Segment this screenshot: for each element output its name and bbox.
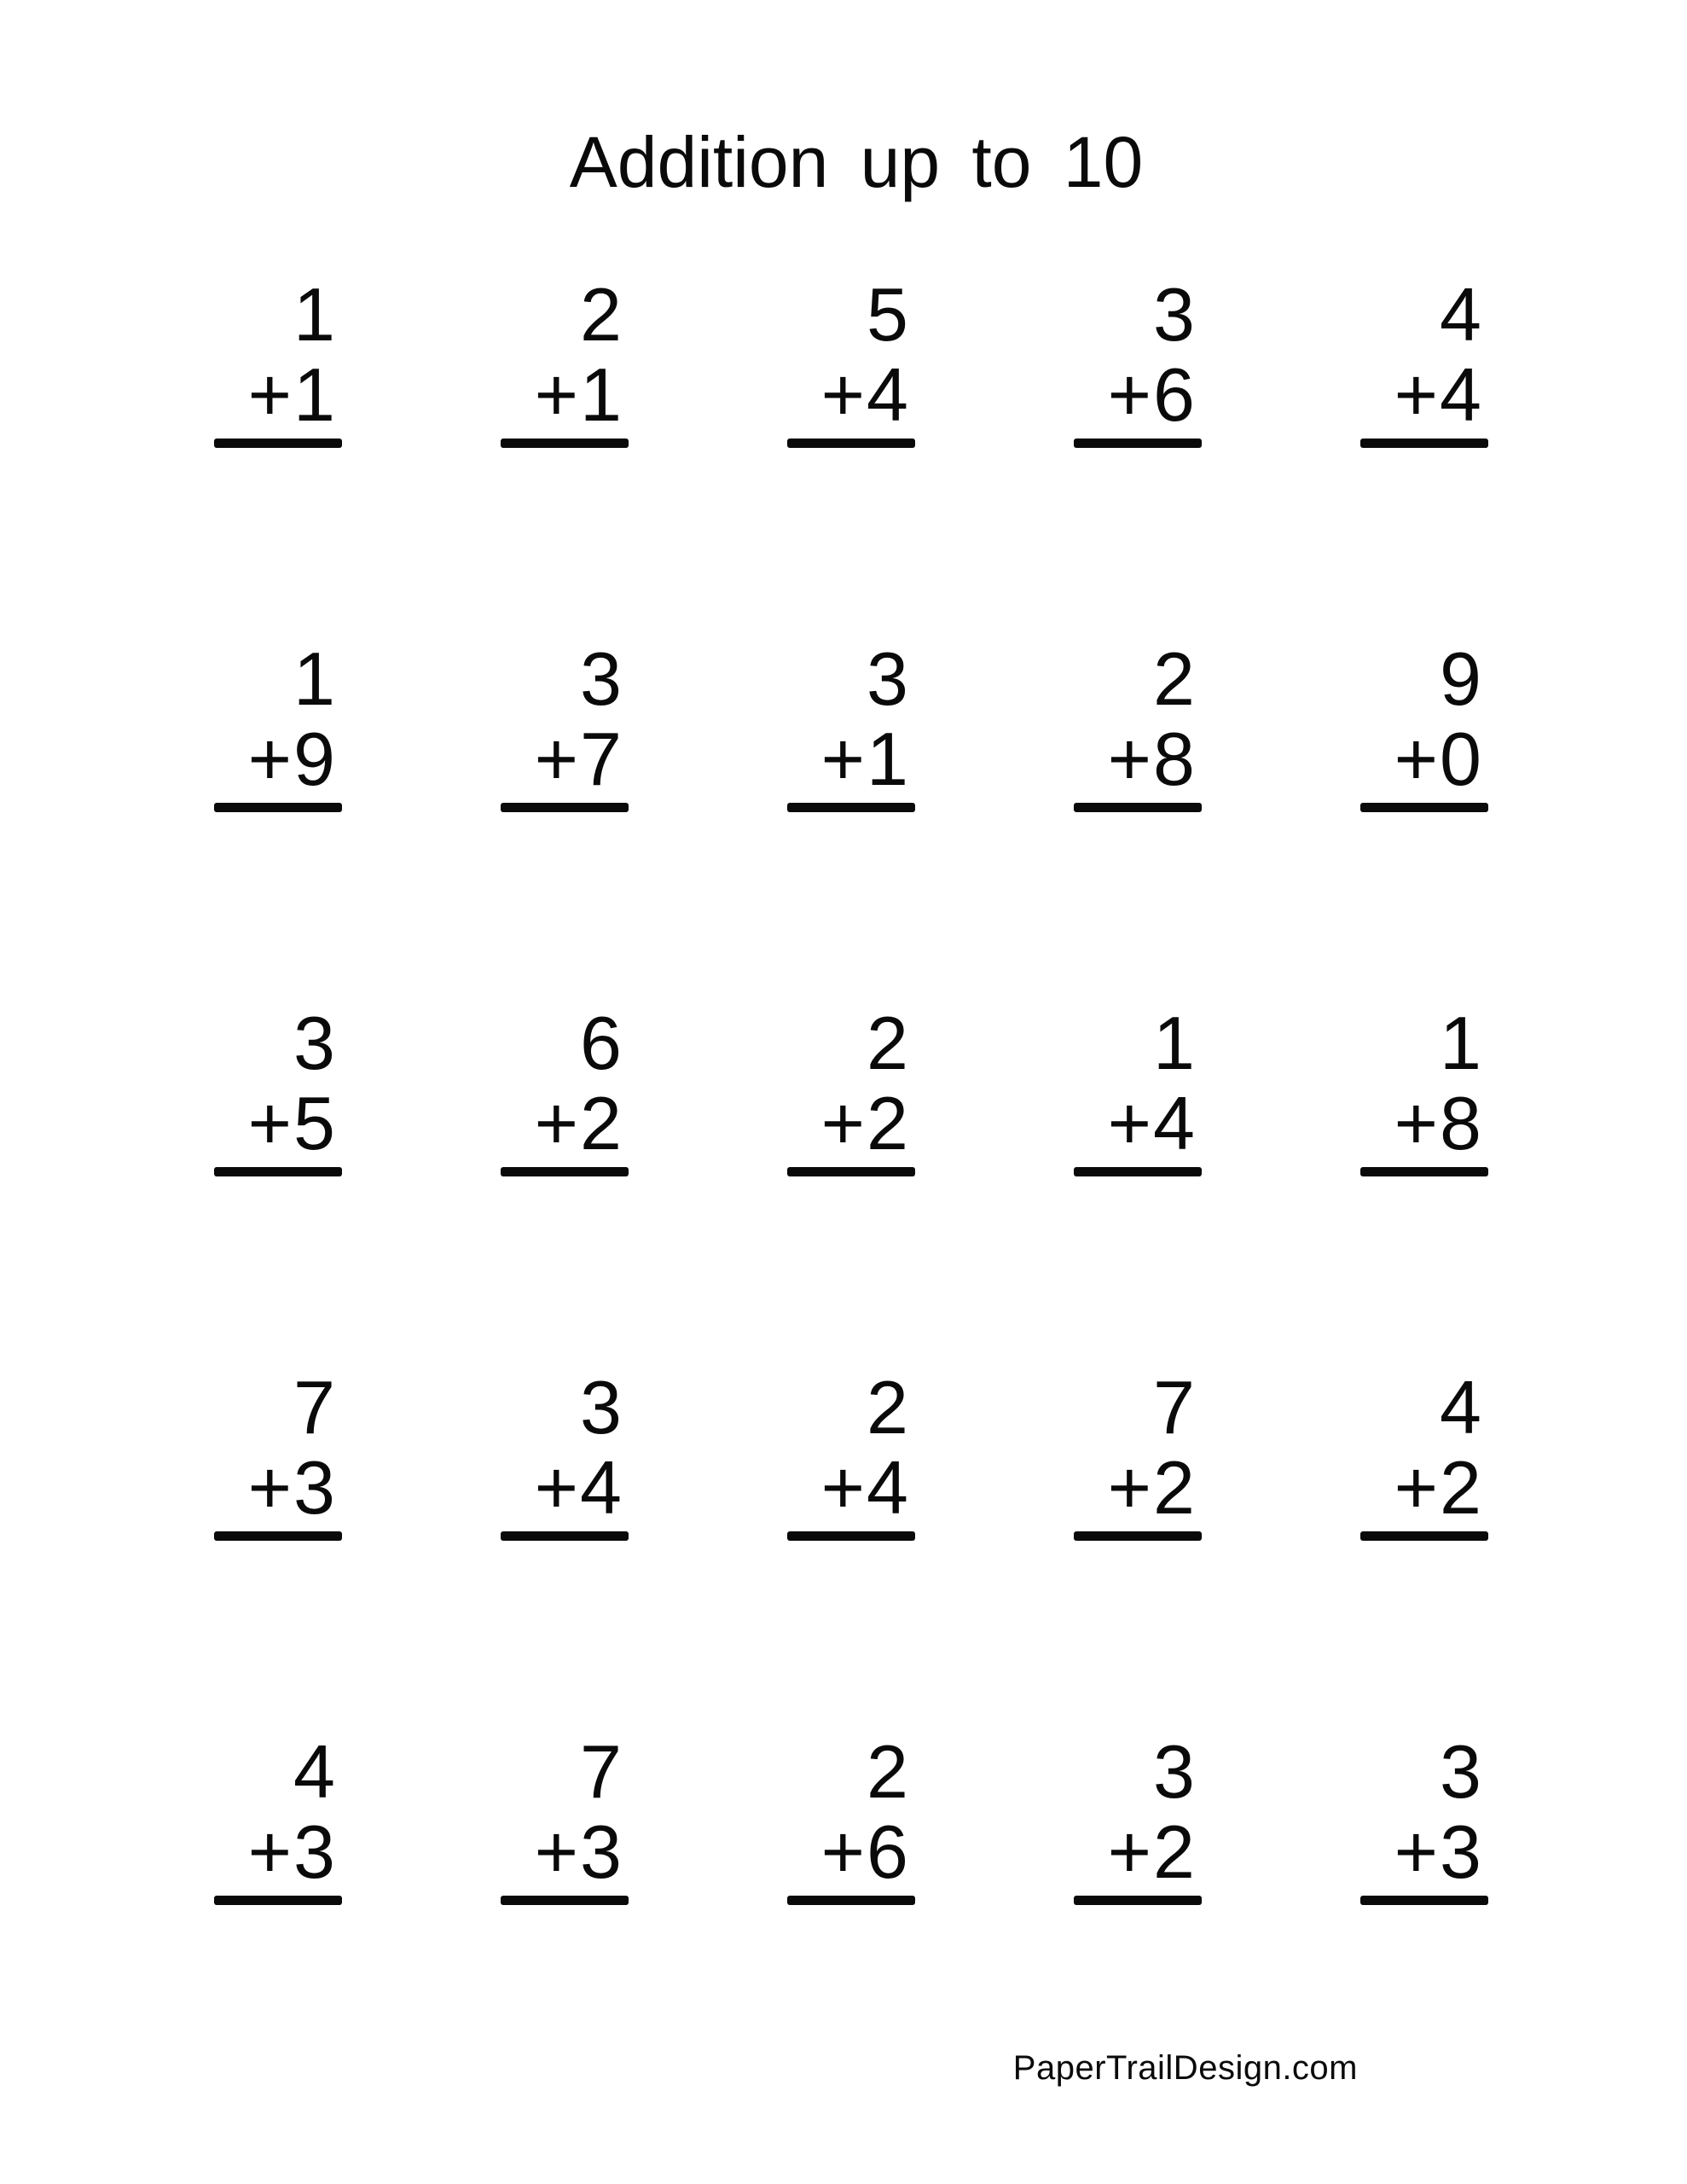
answer-line (1360, 1167, 1488, 1176)
bottom-addend: +7 (534, 717, 623, 801)
top-addend: 2 (1153, 636, 1197, 721)
bottom-addend: +2 (1107, 1809, 1197, 1894)
addition-problem (1074, 1729, 1202, 2096)
bottom-addend: +0 (1394, 717, 1483, 801)
top-addend: 7 (1153, 1365, 1197, 1449)
addition-problem (501, 1003, 629, 1368)
bottom-addend: +1 (534, 352, 623, 437)
bottom-addend: +2 (534, 1081, 623, 1165)
bottom-addend: +3 (247, 1809, 337, 1894)
answer-line (501, 439, 629, 448)
answer-line (1074, 1531, 1202, 1541)
bottom-addend: +9 (247, 717, 337, 801)
top-addend: 7 (293, 1365, 337, 1449)
bottom-addend: +4 (1107, 1081, 1197, 1165)
top-addend: 3 (580, 636, 623, 721)
bottom-addend: +2 (1107, 1445, 1197, 1530)
bottom-addend: +3 (1394, 1809, 1483, 1894)
addition-problem (214, 1729, 342, 2096)
top-addend: 2 (867, 1365, 910, 1449)
addition-problem (787, 1365, 915, 1732)
answer-line (1074, 803, 1202, 812)
addition-problem (214, 636, 342, 1003)
addition-problem (214, 272, 342, 639)
answer-line (214, 1167, 342, 1176)
answer-line (214, 1896, 342, 1905)
footer-watermark: PaperTrailDesign.com (1012, 2049, 1358, 2087)
addition-problem (787, 1003, 915, 1368)
addition-problem (1360, 1729, 1488, 2096)
answer-line (1360, 1531, 1488, 1541)
answer-line (1360, 439, 1488, 448)
addition-problem (501, 1729, 629, 2096)
addition-problem (1074, 1365, 1202, 1732)
top-addend: 7 (580, 1729, 623, 1814)
top-addend: 9 (1440, 636, 1483, 721)
answer-line (787, 803, 915, 812)
top-addend: 5 (867, 272, 910, 357)
addition-problem (787, 1729, 915, 2096)
bottom-addend: +4 (534, 1445, 623, 1530)
answer-line (501, 1167, 629, 1176)
answer-line (1360, 803, 1488, 812)
top-addend: 4 (1440, 272, 1483, 357)
bottom-addend: +2 (1394, 1445, 1483, 1530)
top-addend: 3 (1440, 1729, 1483, 1814)
answer-line (1360, 1896, 1488, 1905)
answer-line (214, 803, 342, 812)
top-addend: 1 (293, 272, 337, 357)
top-addend: 4 (293, 1729, 337, 1814)
top-addend: 1 (1153, 1001, 1197, 1085)
top-addend: 3 (1153, 1729, 1197, 1814)
addition-problem (214, 1003, 342, 1368)
addition-problem (1360, 1003, 1488, 1368)
top-addend: 4 (1440, 1365, 1483, 1449)
top-addend: 3 (1153, 272, 1197, 357)
answer-line (214, 1531, 342, 1541)
addition-problem (1074, 272, 1202, 639)
top-addend: 3 (580, 1365, 623, 1449)
answer-line (787, 1167, 915, 1176)
bottom-addend: +4 (820, 352, 910, 437)
top-addend: 2 (580, 272, 623, 357)
top-addend: 3 (293, 1001, 337, 1085)
top-addend: 6 (580, 1001, 623, 1085)
answer-line (787, 439, 915, 448)
bottom-addend: +1 (820, 717, 910, 801)
top-addend: 1 (1440, 1001, 1483, 1085)
answer-line (787, 1896, 915, 1905)
answer-line (1074, 1167, 1202, 1176)
answer-line (1074, 439, 1202, 448)
bottom-addend: +4 (1394, 352, 1483, 437)
addition-problem (214, 1365, 342, 1732)
top-addend: 2 (867, 1001, 910, 1085)
bottom-addend: +6 (820, 1809, 910, 1894)
bottom-addend: +3 (534, 1809, 623, 1894)
addition-problem (1074, 1003, 1202, 1368)
top-addend: 1 (293, 636, 337, 721)
bottom-addend: +4 (820, 1445, 910, 1530)
answer-line (501, 803, 629, 812)
answer-line (787, 1531, 915, 1541)
bottom-addend: +2 (820, 1081, 910, 1165)
addition-problem (1360, 1365, 1488, 1732)
addition-problem (1360, 636, 1488, 1003)
bottom-addend: +1 (247, 352, 337, 437)
addition-problem (1074, 636, 1202, 1003)
addition-problem (501, 1365, 629, 1732)
addition-problem (501, 636, 629, 1003)
addition-problem (787, 272, 915, 639)
answer-line (501, 1531, 629, 1541)
bottom-addend: +8 (1394, 1081, 1483, 1165)
answer-line (501, 1896, 629, 1905)
answer-line (214, 439, 342, 448)
top-addend: 2 (867, 1729, 910, 1814)
addition-problem (501, 272, 629, 639)
bottom-addend: +6 (1107, 352, 1197, 437)
page-title: Addition up to 10 (569, 122, 1144, 202)
bottom-addend: +5 (247, 1081, 337, 1165)
addition-problem (787, 636, 915, 1003)
answer-line (1074, 1896, 1202, 1905)
top-addend: 3 (867, 636, 910, 721)
problems-grid (135, 272, 1568, 2096)
bottom-addend: +8 (1107, 717, 1197, 801)
bottom-addend: +3 (247, 1445, 337, 1530)
addition-problem (1360, 272, 1488, 639)
